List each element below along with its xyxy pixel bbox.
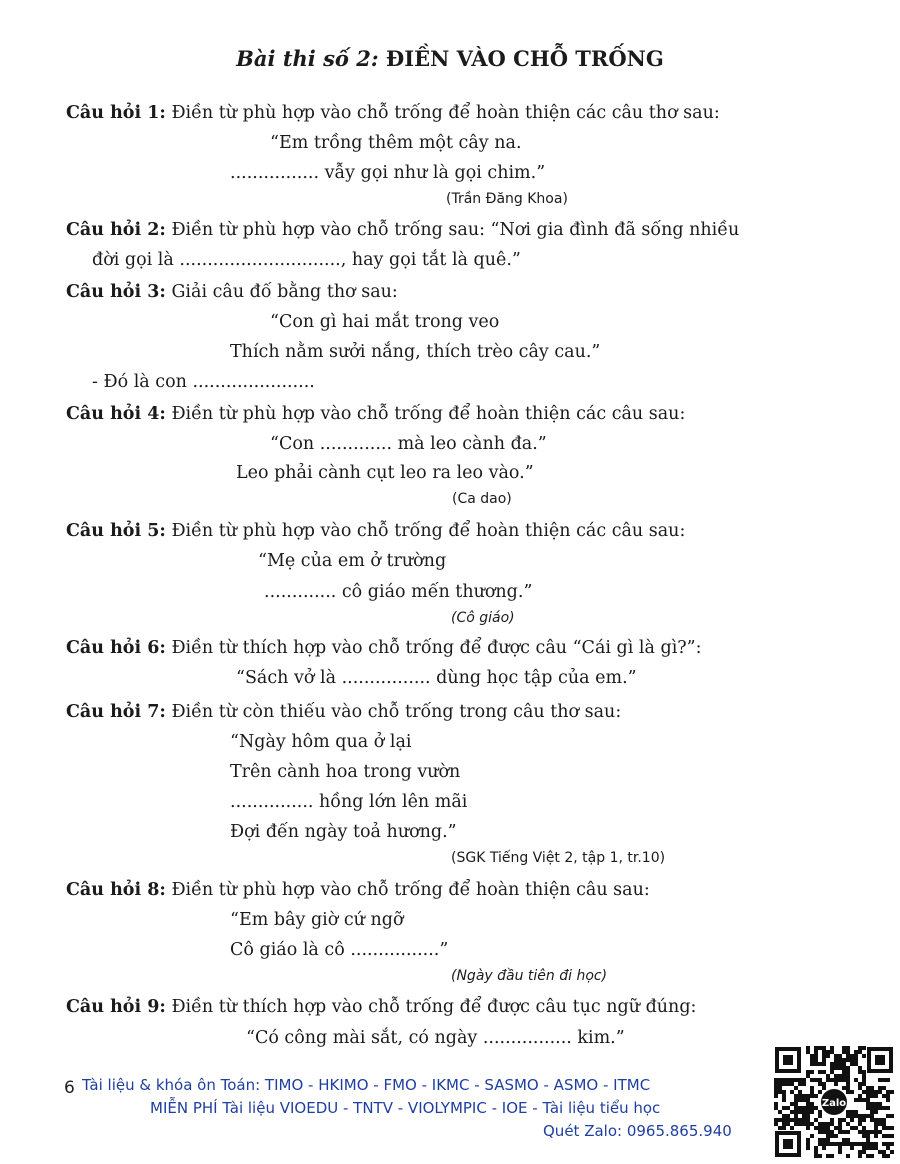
question-prompt: Điền từ thích hợp vào chỗ trống để được câu “Cái gì là gì?”: [171,638,702,658]
question-prompt: Điền từ phù hợp vào chỗ trống để hoàn thiện các câu thơ sau: [171,103,720,123]
question-label: Câu hỏi 6: [66,638,166,658]
verse-line: “Mẹ của em ở trường [258,551,447,571]
verse-line: “Con ............. mà leo cành đa.” [270,434,547,454]
title-prefix: Bài thi số 2: [236,46,379,71]
footer-line-2: MIỄN PHÍ Tài liệu VIOEDU - TNTV - VIOLYMPIC - IOE - Tài liệu tiểu học [150,1099,661,1117]
question-label: Câu hỏi 7: [66,702,166,722]
verse-line: “Em trồng thêm một cây na. [270,133,522,153]
question-4 [66,404,685,424]
question-label: Câu hỏi 4: [66,404,166,424]
question-label: Câu hỏi 8: [66,880,166,900]
question-prompt: Điền từ phù hợp vào chỗ trống để hoàn thiện câu sau: [171,880,650,900]
question-7 [66,702,621,722]
title-main: ĐIỀN VÀO CHỖ TRỐNG [385,46,664,71]
page-title [0,46,900,71]
question-prompt: Điền từ còn thiếu vào chỗ trống trong câu thơ sau: [171,702,622,722]
question-9 [66,997,696,1017]
verse-line: “Sách vở là ................ dùng học tập của em.” [236,668,637,688]
verse-line: ................ vẫy gọi như là gọi chim.” [230,163,546,183]
question-label: Câu hỏi 9: [66,997,166,1017]
verse-line: Leo phải cành cụt leo ra leo vào.” [236,463,534,483]
question-label: Câu hỏi 1: [66,103,166,123]
question-prompt: Điền từ phù hợp vào chỗ trống để hoàn thiện các câu sau: [171,404,686,424]
zalo-qr-code[interactable] [774,1046,894,1158]
footer-line-1: Tài liệu & khóa ôn Toán: TIMO - HKIMO - FMO - IKMC - SASMO - ASMO - ITMC [82,1076,651,1094]
verse-line: “Có công mài sắt, có ngày ................ kim.” [246,1028,625,1048]
continuation-line: đời gọi là ............................., hay gọi tắt là quê.” [92,250,521,270]
question-6 [66,638,702,658]
question-prompt: Điền từ phù hợp vào chỗ trống để hoàn thiện các câu sau: [171,521,686,541]
source-note: (SGK Tiếng Việt 2, tập 1, tr.10) [451,850,666,866]
question-label: Câu hỏi 3: [66,282,166,302]
verse-line: Cô giáo là cô ................” [230,940,449,960]
question-3 [66,282,398,302]
verse-line: “Con gì hai mắt trong veo [270,312,500,332]
verse-line: Đợi đến ngày toả hương.” [230,822,457,842]
verse-line: Thích nằm sưởi nắng, thích trèo cây cau.” [230,342,601,362]
footer-line-3: Quét Zalo: 0965.865.940 [543,1122,732,1140]
question-prompt: Giải câu đố bằng thơ sau: [171,282,398,302]
source-note: (Ca dao) [452,491,512,507]
question-label: Câu hỏi 2: [66,220,166,240]
verse-line: “Ngày hôm qua ở lại [230,732,412,752]
question-8 [66,880,650,900]
source-note: (Ngày đầu tiên đi học) [451,968,608,984]
source-note: (Trần Đăng Khoa) [446,191,568,207]
verse-line: ............... hồng lớn lên mãi [230,792,468,812]
source-note: (Cô giáo) [451,610,515,626]
question-5 [66,521,685,541]
verse-line: “Em bây giờ cứ ngỡ [230,910,404,930]
verse-line: Trên cành hoa trong vườn [230,762,461,782]
question-label: Câu hỏi 5: [66,521,166,541]
question-prompt: Điền từ phù hợp vào chỗ trống sau: “Nơi gia đình đã sống nhiều [171,220,740,240]
verse-line: ............. cô giáo mến thương.” [264,582,533,602]
zalo-badge-text: Zalo [821,1098,847,1109]
question-2 [66,220,739,240]
question-prompt: Điền từ thích hợp vào chỗ trống để được câu tục ngữ đúng: [171,997,697,1017]
answer-line: - Đó là con ...................... [92,372,315,392]
question-1 [66,103,720,123]
page-number: 6 [64,1078,75,1098]
